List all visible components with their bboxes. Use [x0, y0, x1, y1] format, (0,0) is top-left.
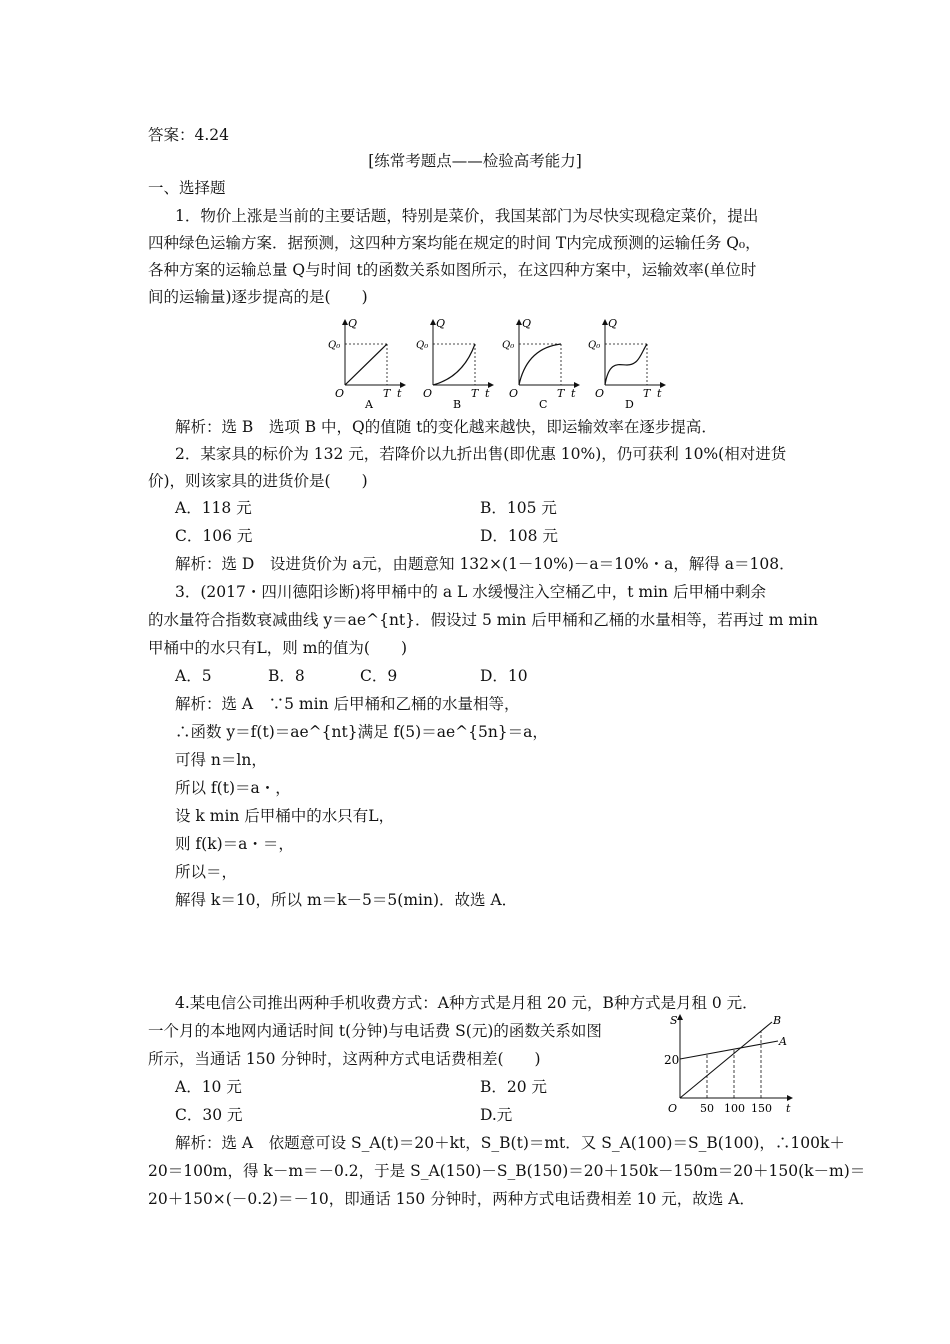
q4-analysis-3: 20＋150×(－0.2)＝－10，即通话 150 分钟时，两种方式电话费相差 10 元，故选 A．	[148, 1190, 755, 1208]
previous-answer: 答案：4.24	[148, 126, 230, 144]
q4-option-c: C．30 元	[175, 1106, 243, 1124]
q3-analysis-5: 设 k min 后甲桶中的水只有L，	[175, 807, 395, 825]
q1-figure-a	[328, 317, 405, 411]
q1-fig-b-q: Q	[436, 317, 446, 330]
q1-fig-c-letter: C	[539, 398, 548, 411]
q3-option-d: D．10	[480, 667, 528, 685]
q1-fig-d-q: Q	[608, 317, 618, 330]
q3-analysis-7: 所以＝，	[175, 863, 238, 881]
q3-line2: 的水量符合指数衰减曲线 y＝ae^{nt}．假设过 5 min 后甲桶和乙桶的水量相等，若再过 m min	[148, 611, 818, 629]
q4-fig-x100: 100	[724, 1102, 745, 1115]
q4-fig-x150: 150	[751, 1102, 772, 1115]
q4-fig-a: A	[779, 1035, 787, 1048]
q4-line2: 一个月的本地网内通话时间 t(分钟)与电话费 S(元)的函数关系如图	[148, 1022, 602, 1040]
q1-fig-c-q: Q	[522, 317, 532, 330]
q4-fig-t: t	[786, 1102, 791, 1115]
q2-option-d: D．108 元	[480, 527, 558, 545]
q2-option-b: B．105 元	[480, 499, 557, 517]
q1-analysis: 解析：选 B 选项 B 中，Q的值随 t的变化越来越快，即运输效率在逐步提高．	[175, 418, 717, 436]
q2-option-c: C．106 元	[175, 527, 253, 545]
q3-analysis-8: 解得 k＝10，所以 m＝k－5＝5(min)．故选 A．	[175, 891, 518, 909]
q1-fig-a-q0: Q₀	[328, 340, 341, 351]
q1-fig-d-q0: Q₀	[588, 340, 601, 351]
q1-fig-b-T: T	[471, 387, 479, 400]
section-title: [练常考题点——检验高考能力]	[368, 152, 582, 170]
q3-option-c: C．9	[360, 667, 398, 685]
q3-analysis-6: 则 f(k)＝a・＝，	[175, 835, 294, 853]
q1-fig-c-q0: Q₀	[502, 340, 515, 351]
q1-fig-a-o: O	[335, 387, 345, 400]
q4-figure	[660, 1010, 800, 1120]
q1-fig-c-T: T	[557, 387, 565, 400]
q1-fig-a-q: Q	[348, 317, 358, 330]
q1-fig-b-letter: B	[453, 398, 462, 411]
q1-fig-d-T: T	[643, 387, 651, 400]
q1-fig-a-letter: A	[365, 398, 373, 411]
q4-line1: 4.某电信公司推出两种手机收费方式：A种方式是月租 20 元，B种方式是月租 0 元．	[175, 994, 758, 1012]
q1-fig-c-t: t	[571, 387, 576, 400]
q4-fig-b: B	[773, 1014, 782, 1027]
q4-option-b: B．20 元	[480, 1078, 548, 1096]
q2-analysis: 解析：选 D 设进货价为 a元，由题意知 132×(1－10%)－a＝10%・a，解得 a＝108．	[175, 555, 795, 573]
q1-fig-d-o: O	[595, 387, 605, 400]
q3-line3: 甲桶中的水只有L，则 m的值为( )	[148, 639, 408, 657]
q1-fig-d-t: t	[657, 387, 662, 400]
q3-option-a: A．5	[175, 667, 212, 685]
q4-option-a: A．10 元	[175, 1078, 242, 1096]
q1-line1: 1．物价上涨是当前的主要话题，特别是菜价，我国某部门为尽快实现稳定菜价，提出	[175, 207, 759, 225]
q4-fig-o: O	[668, 1102, 678, 1115]
q1-fig-a-t: t	[397, 387, 402, 400]
q4-line3: 所示，当通话 150 分钟时，这两种方式电话费相差( )	[148, 1050, 541, 1068]
q1-figure-b	[416, 317, 493, 411]
q1-fig-c-o: O	[509, 387, 519, 400]
q1-fig-d-letter: D	[625, 398, 634, 411]
q1-line4: 间的运输量)逐步提高的是( )	[148, 288, 368, 306]
q4-analysis-1: 解析：选 A 依题意可设 S_A(t)＝20＋kt，S_B(t)＝mt．又 S_A(100)＝S_B(100)，∴100k＋	[175, 1134, 845, 1152]
q3-analysis-4: 所以 f(t)＝a・，	[175, 779, 291, 797]
q4-fig-y20: 20	[664, 1053, 680, 1067]
q1-fig-a-T: T	[383, 387, 391, 400]
q1-figures	[325, 315, 685, 411]
q1-figure-c	[502, 317, 579, 411]
q4-fig-x50: 50	[700, 1102, 714, 1115]
q3-analysis-2: ∴函数 y＝f(t)＝ae^{nt}满足 f(5)＝ae^{5n}＝a，	[175, 723, 548, 741]
q4-analysis-2: 20＝100m，得 k－m＝－0.2，于是 S_A(150)－S_B(150)＝20＋150k－150m＝20＋150(k－m)＝	[148, 1162, 866, 1180]
q2-option-a: A．118 元	[175, 499, 252, 517]
q4-option-d: D.元	[480, 1106, 513, 1124]
q1-fig-b-o: O	[423, 387, 433, 400]
q1-fig-b-t: t	[485, 387, 490, 400]
q2-line2: 价)，则该家具的进货价是( )	[148, 472, 368, 490]
q4-fig-s: S	[670, 1014, 678, 1027]
q1-line2: 四种绿色运输方案．据预测，这四种方案均能在规定的时间 T内完成预测的运输任务 Q₀，	[148, 234, 761, 252]
q1-line3: 各种方案的运输总量 Q与时间 t的函数关系如图所示，在这四种方案中，运输效率(单位时	[148, 261, 757, 279]
q3-line1: 3．(2017・四川德阳诊断)将甲桶中的 a L 水缓慢注入空桶乙中，t min 后甲桶中剩余	[175, 583, 766, 601]
q1-figure-d	[588, 317, 665, 411]
q3-analysis-1: 解析：选 A ∵5 min 后甲桶和乙桶的水量相等，	[175, 695, 520, 713]
section-heading: 一、选择题	[148, 179, 226, 197]
q3-analysis-3: 可得 n＝ln，	[175, 751, 267, 769]
q2-line1: 2．某家具的标价为 132 元，若降价以九折出售(即优惠 10%)，仍可获利 10%(相对进货	[175, 445, 787, 463]
q3-option-b: B．8	[268, 667, 305, 685]
q1-fig-b-q0: Q₀	[416, 340, 429, 351]
